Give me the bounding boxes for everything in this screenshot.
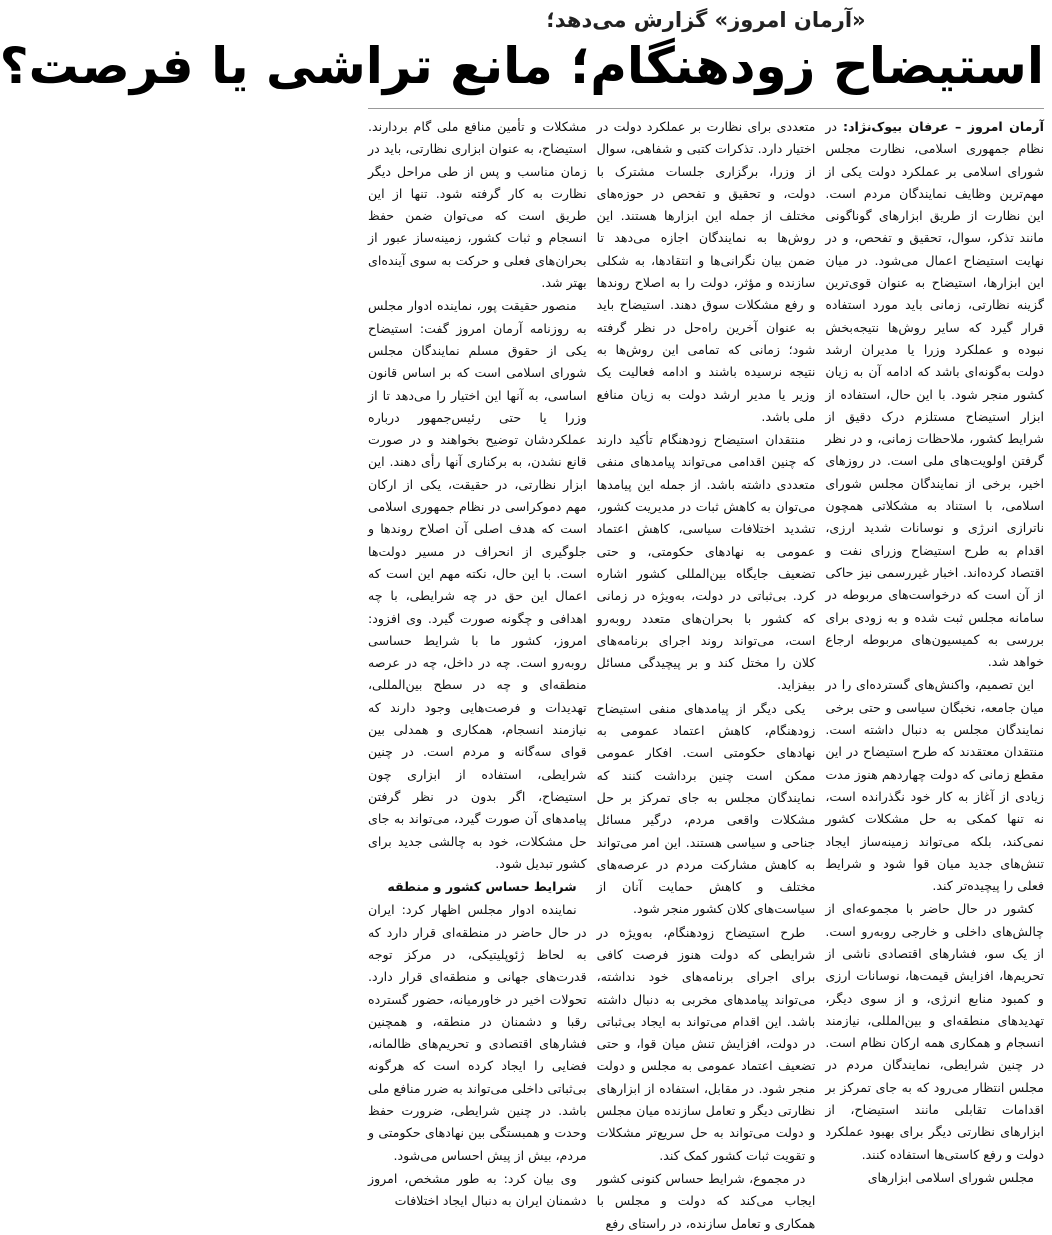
paragraph: مشکلات و تأمین منافع ملی گام بردارند. استیضاح، به عنوان ابزاری نظارتی، باید در زمان مناسب و پس از طی مراحل دیگر نظارت به کار گرفته شود. تنها از این طریق است که می‌توان ضمن حفظ انسجام و ثبات کشور، زمینه‌ساز عبور از بحران‌های فعلی و حرکت به سوی آینده‌ای بهتر شد. [367,119,587,291]
paragraph: کشور در حال حاضر با مجموعه‌ای از چالش‌های داخلی و خارجی روبه‌رو است. از یک سو، فشارهای اقتصادی ناشی از تحریم‌ها، افزایش قیمت‌ها، نوسانات ارزی و کمبود منابع انرژی، و از سوی دیگر، تهدیدهای منطقه‌ای و بین‌المللی، نیازمند انسجام و همکاری همه ارکان نظام است. در چنین شرایطی، نمایندگان مردم در مجلس انتظار می‌رود که به جای تمرکز بر اقدامات تقابلی مانند استیضاح، از ابزارهای نظارتی دیگر برای بهبود عملکرد دولت و رفع کاستی‌ها استفاده کنند. [825,901,1044,1162]
paragraph: طرح استیضاح زودهنگام، به‌ویژه در شرایطی که دولت هنوز فرصت کافی برای اجرای برنامه‌های خود نداشته، می‌تواند پیامدهای مخربی به دنبال داشته باشد. این اقدام می‌تواند به ایجاد بی‌ثباتی در دولت، افزایش تنش میان قوا، و حتی تضعیف اعتماد عمومی به مجلس و دولت منجر شود. در مقابل، استفاده از ابزارهای نظارتی دیگر و تعامل سازنده میان مجلس و دولت می‌تواند به حل سریع‌تر مشکلات و تقویت ثبات کشور کمک کند. [596,924,816,1163]
paragraph-text: در نظام جمهوری اسلامی، نظارت مجلس شورای اسلامی بر عملکرد دولت یکی از مهم‌ترین وظایف نمایندگان مردم است. این نظارت از طریق ابزارهای گوناگونی مانند تذکر، سوال، تحقیق و تفحص، و در نهایت استیضاح اعمال می‌شود. در میان این ابزارها، استیضاح به عنوان قوی‌ترین گزینه نظارتی، زمانی باید مورد استفاده قرار گیرد که سایر روش‌ها نتیجه‌بخش نبوده و عملکرد وزرا یا مدیران ارشد دولت به‌گونه‌ای باشد که ادامه آن به زیان کشور منجر شود. با این حال، استفاده از ابزار استیضاح مستلزم درک دقیق از شرایط کشور، ملاحظات زمانی، و در نظر گرفتن اولویت‌های ملی است. در روزهای اخیر، برخی از نمایندگان مجلس شورای اسلامی، با استناد به مشکلاتی همچون ناترازی انرژی و نوسانات شدید ارزی، اقدام به طرح استیضاح وزرای نفت و اقتصاد کرده‌اند. اخبار غیررسمی نیز حاکی از آن است که درخواست‌های مربوطه در سامانه مجلس ثبت شده و به زودی برای بررسی به کمیسیون‌های مربوطه ارجاع خواهد شد. [825,119,1044,670]
article-columns [367,116,1044,1231]
paragraph: وی بیان کرد: به طور مشخص، امروز دشمنان ایران به دنبال ایجاد اختلافات [367,1170,587,1209]
kicker: «آرمان امروز» گزارش می‌دهد؛ [546,8,866,32]
paragraph: نماینده ادوار مجلس اظهار کرد: ایران در حال حاضر در منطقه‌ای قرار دارد که به لحاظ ژئوپلیتیکی، در مرکز توجه قدرت‌های جهانی و منطقه‌ای قرار دارد. تحولات اخیر در خاورمیانه، حضور گسترده رقبا و دشمنان در منطقه، و همچنین فشارهای اقتصادی و تحریم‌های ظالمانه، فضایی را ایجاد کرده است که هرگونه بی‌ثباتی داخلی می‌تواند به ضرر منافع ملی باشد. در چنین شرایطی، ضرورت حفظ وحدت و همبستگی بین نهادهای حکومتی و مردم، بیش از پیش احساس می‌شود. [367,902,587,1163]
paragraph: منصور حقیقت پور، نماینده ادوار مجلس به روزنامه آرمان امروز گفت: استیضاح یکی از حقوق مسلم نمایندگان مجلس شورای اسلامی است که بر اساس قانون اساسی، به آنها این اختیار را می‌دهد تا از وزرا یا حتی رئیس‌جمهور درباره عملکردشان توضیح بخواهند و در صورت قانع نشدن، به برکناری آنها رأی دهند. این ابزار نظارتی، در حقیقت، یکی از ارکان مهم دموکراسی در نظام جمهوری اسلامی است که هدف اصلی آن اصلاح روندها و جلوگیری از انحراف در مسیر دولت‌ها است. با این حال، نکته مهم این است که اعمال این حق در چه شرایطی، با چه اهدافی و چگونه صورت گیرد. وی افزود: امروز، کشور ما با شرایط حساسی روبه‌رو است. چه در داخل، چه در عرصه منطقه‌ای و چه در سطح بین‌المللی، تهدیدات و فرصت‌هایی وجود دارند که نیازمند انسجام، همکاری و همدلی بین قوای سه‌گانه و مردم است. در چنین شرایطی، استفاده از ابزاری چون استیضاح، اگر بدون در نظر گرفتن پیامدهای آن صورت گیرد، می‌تواند به جای حل مشکلات، خود به چالشی جدید برای کشور تبدیل شود. [367,298,587,871]
paragraph [825,116,1044,673]
header-divider [368,108,1044,109]
article-column-1 [825,116,1044,1196]
subheading: شرایط حساس کشور و منطقه [387,879,577,895]
byline: آرمان امروز – عرفان بیوک‌نژاد: [843,119,1044,134]
headline: استیضاح زودهنگام؛ مانع تراشی یا فرصت؟ [0,37,1044,95]
article-column-3 [367,116,587,1209]
paragraph: منتقدان استیضاح زودهنگام تأکید دارند که چنین اقدامی می‌تواند پیامدهای منفی متعددی داشته باشد. از جمله این پیامدها می‌توان به کاهش ثبات در مدیریت کشور، تشدید اختلافات سیاسی، کاهش اعتماد عمومی به نهادهای حکومتی، و حتی تضعیف جایگاه بین‌المللی کشور اشاره کرد. بی‌ثباتی در دولت، به‌ویژه در زمانی که کشور با بحران‌های متعدد روبه‌رو است، می‌تواند روند اجرای برنامه‌های کلان را مختل کند و بر پیچیدگی مسائل بیفزاید. [596,432,816,693]
article-column-2 [596,116,816,1231]
paragraph: در مجموع، شرایط حساس کنونی کشور ایجاب می‌کند که دولت و مجلس با همکاری و تعامل سازنده، در راستای رفع [596,1170,816,1231]
paragraph: مجلس شورای اسلامی ابزارهای [867,1169,1034,1185]
paragraph: یکی دیگر از پیامدهای منفی استیضاح زودهنگام، کاهش اعتماد عمومی به نهادهای حکومتی است. افکار عمومی ممکن است چنین برداشت کنند که نمایندگان مجلس به جای تمرکز بر حل مشکلات واقعی مردم، درگیر مسائل جناحی و سیاسی هستند. این امر می‌تواند به کاهش مشارکت مردم در عرصه‌های مختلف و کاهش حمایت آنان از سیاست‌های کلان کشور منجر شود. [596,700,816,917]
paragraph: متعددی برای نظارت بر عملکرد دولت در اختیار دارد. تذکرات کتبی و شفاهی، سوال از وزرا، برگزاری جلسات مشترک با دولت، و تحقیق و تفحص در حوزه‌های مختلف از جمله این ابزارها هستند. این روش‌ها به نمایندگان اجازه می‌دهد تا ضمن بیان نگرانی‌ها و انتقادها، به شکلی سازنده و مؤثر، دولت را به اصلاح روندها و رفع مشکلات سوق دهند. استیضاح باید به عنوان آخرین راه‌حل در نظر گرفته شود؛ زمانی که تمامی این روش‌ها به نتیجه نرسیده باشند و ادامه فعالیت یک وزیر یا مدیر ارشد دولت به زیان منافع ملی باشد. [596,119,816,424]
paragraph: این تصمیم، واکنش‌های گسترده‌ای را در میان جامعه، نخبگان سیاسی و حتی برخی نمایندگان مجلس به دنبال داشته است. منتقدان معتقدند که طرح استیضاح در این مقطع زمانی که دولت چهاردهم هنوز مدت زیادی از آغاز به کار خود نگذرانده است، نه تنها کمکی به حل مشکلات کشور نمی‌کند، بلکه می‌تواند زمینه‌ساز ایجاد تنش‌های جدید میان قوا شود و شرایط فعلی را پیچیده‌تر کند. [825,677,1044,894]
